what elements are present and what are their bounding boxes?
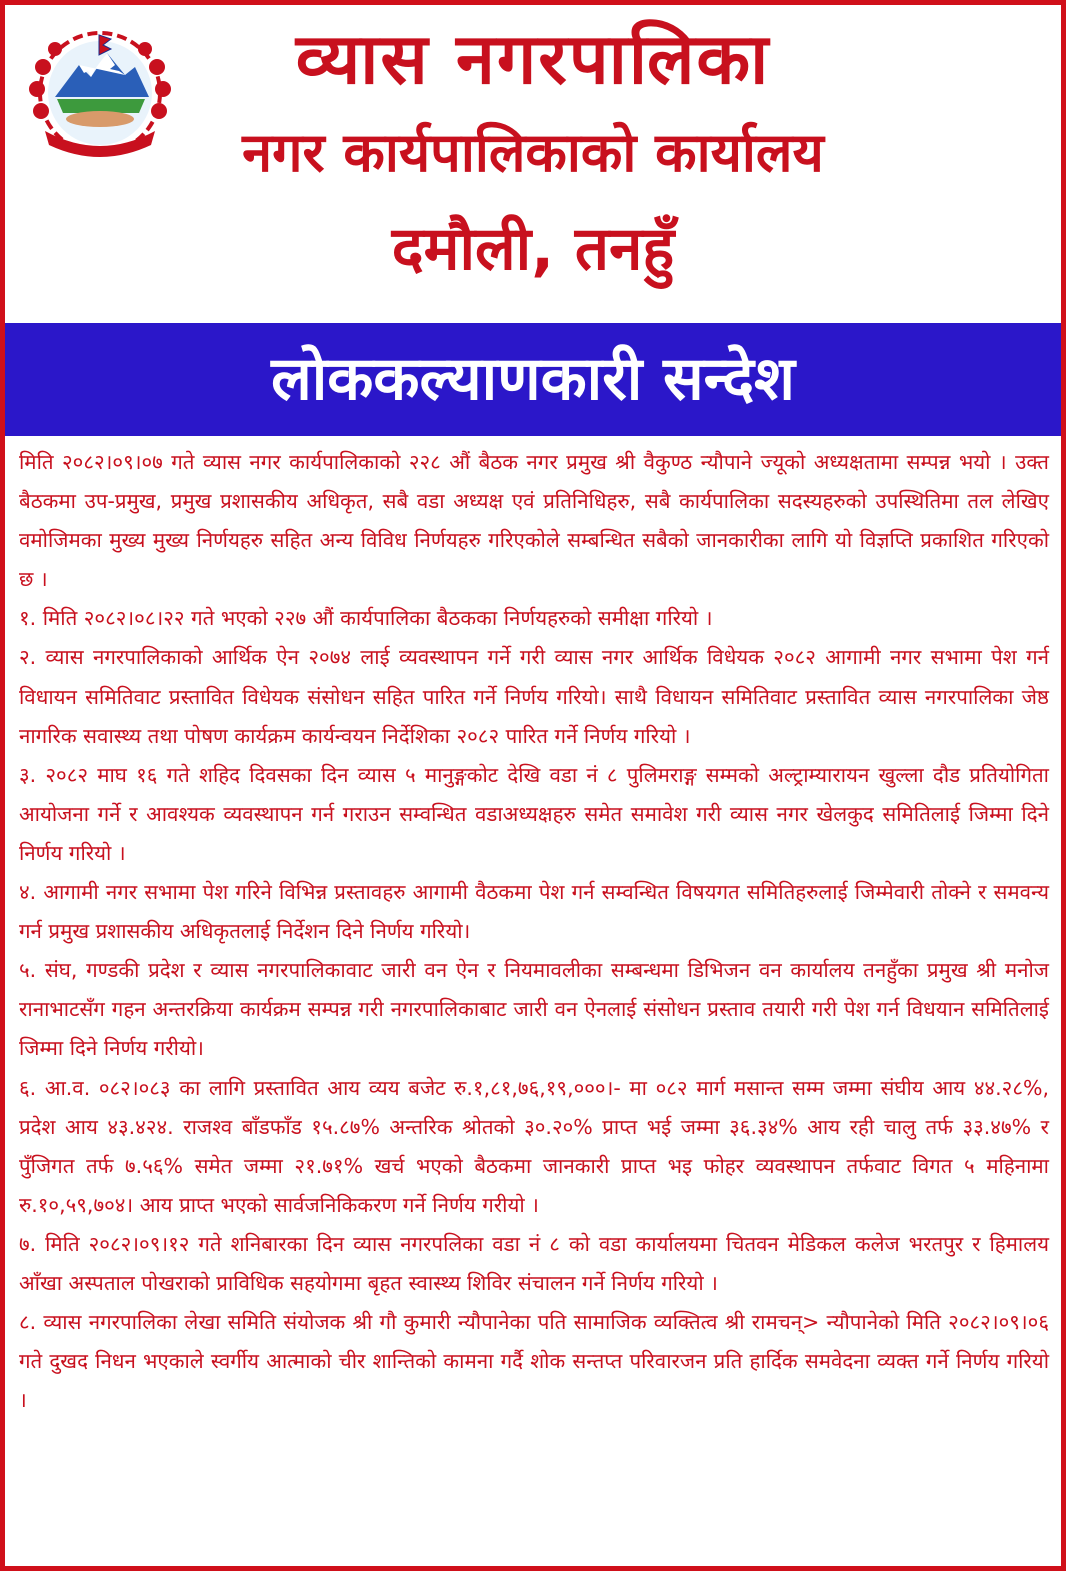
banner-title: लोककल्याणकारी सन्देश (5, 323, 1061, 436)
notice-body (19, 443, 1049, 1420)
municipality-name: व्यास नगरपालिका (295, 18, 771, 100)
decision-item-2: २. व्यास नगरपालिकाको आर्थिक ऐन २०७४ लाई व्यवस्थापन गर्ने गरी व्यास नगर आर्थिक विधेयक २०८२ आगामी नगर सभामा पेश गर्न विधायन समितिवाट प्रस्तावित विधेयक संसोधन सहित पारित गर्ने निर्णय गरियो। साथै विधायन समितिवाट प्रस्तावित व्यास नगरपालिका जेष्ठ नागरिक सवास्थ्य तथा पोषण कार्यक्रम कार्यन्वयन निर्देशिका २०८२ पारित गर्ने निर्णय गरियो । (19, 645, 1049, 748)
intro-paragraph: मिति २०८२।०९।०७ गते व्यास नगर कार्यपालिकाको २२८ औं बैठक नगर प्रमुख श्री वैकुण्ठ न्यौपाने ज्यूको अध्यक्षतामा सम्पन्न भयो । उक्त बैठकमा उप-प्रमुख, प्रमुख प्रशासकीय अधिकृत, सबै वडा अध्यक्ष एवं प्रतिनिधिहरु, सबै कार्यपालिका सदस्यहरुको उपस्थितिमा तल लेखिए वमोजिमका मुख्य मुख्य निर्णयहरु सहित अन्य विविध निर्णयहरु गरिएकोले सम्बन्धित सबैको जानकारीका लागि यो विज्ञप्ति प्रकाशित गरिएको छ । (19, 450, 1049, 592)
decision-item-3: ३. २०८२ माघ १६ गते शहिद दिवसका दिन व्यास ५ मानुङ्गकोट देखि वडा नं ८ पुलिमराङ्ग सम्मको अल्ट्राम्यारायन खुल्ला दौड प्रतियोगिता आयोजना गर्ने र आवश्यक व्यवस्थापन गर्न गराउन सम्वन्धित वडाअध्यक्षहरु समेत समावेश गरी व्यास नगर खेलकुद समितिलाई जिम्मा दिने निर्णय गरियो । (19, 762, 1049, 865)
decision-item-8: ८. व्यास नगरपालिका लेखा समिति संयोजक श्री गौ कुमारी न्यौपानेका पति सामाजिक व्यक्तित्व श्री रामचन्> न्यौपानेको मिति २०८२।०९।०६ गते दुखद निधन भएकाले स्वर्गीय आत्माको चीर शान्तिको कामना गर्दै शोक सन्तप्त परिवारजन प्रति हार्दिक समवेदना व्यक्त गर्ने निर्णय गरियो । (19, 1310, 1049, 1413)
header (5, 5, 1061, 323)
office-titles (5, 11, 1061, 299)
decision-item-4: ४. आगामी नगर सभामा पेश गरिने विभिन्न प्रस्तावहरु आगामी वैठकमा पेश गर्न सम्वन्धित विषयगत समितिहरुलाई जिम्मेवारी तोक्ने र समवन्य गर्न प्रमुख प्रशासकीय अधिकृतलाई निर्देशन दिने निर्णय गरियो। (19, 880, 1049, 944)
decision-item-6: ६. आ.व. ०८२।०८३ का लागि प्रस्तावित आय व्यय बजेट रु.१,८१,७६,१९,०००।- मा ०८२ मार्ग मसान्त सम्म जम्मा संघीय आय ४४.२८%, प्रदेश आय ४३.४२४. राजश्व बाँडफाँड १५.८७% अन्तरिक श्रोतको ३०.२०% प्राप्त भई जम्मा ३६.३४% आय रही चालु तर्फ ३३.४७% र पुँजिगत तर्फ ७.५६% समेत जम्मा २१.७१% खर्च भएको बैठकमा जानकारी प्राप्त भइ फोहर व्यवस्थापन तर्फवाट विगत ५ महिनामा रु.१०,५९,७०४। आय प्राप्त भएको सार्वजनिकिकरण गर्ने निर्णय गरीयो । (19, 1075, 1049, 1217)
decision-item-7: ७. मिति २०८२।०९।१२ गते शनिबारका दिन व्यास नगरपलिका वडा नं ८ को वडा कार्यालयमा चितवन मेडिकल कलेज भरतपुर र हिमालय आँखा अस्पताल पोखराको प्राविधिक सहयोगमा बृहत स्वास्थ्य शिविर संचालन गर्ने निर्णय गरियो । (19, 1231, 1049, 1295)
office-location: दमौली, तनहुँ (391, 214, 675, 284)
decision-item-5: ५. संघ, गण्डकी प्रदेश र व्यास नगरपालिकावाट जारी वन ऐन र नियमावलीका सम्बन्धमा डिभिजन वन कार्यालय तनहुँका प्रमुख श्री मनोज रानाभाटसँग गहन अन्तरक्रिया कार्यक्रम सम्पन्न गरी नगरपालिकाबाट जारी वन ऐनलाई संसोधन प्रस्ताव तयारी गरी पेश गर्न विधयान समितिलाई जिम्मा दिने निर्णय गरीयो। (19, 958, 1049, 1061)
office-name: नगर कार्यपालिकाको कार्यालय (242, 121, 824, 184)
decision-item-1: १. मिति २०८२।०८।२२ गते भएको २२७ औं कार्यपालिका बैठकका निर्णयहरुको समीक्षा गरियो । (19, 606, 713, 631)
